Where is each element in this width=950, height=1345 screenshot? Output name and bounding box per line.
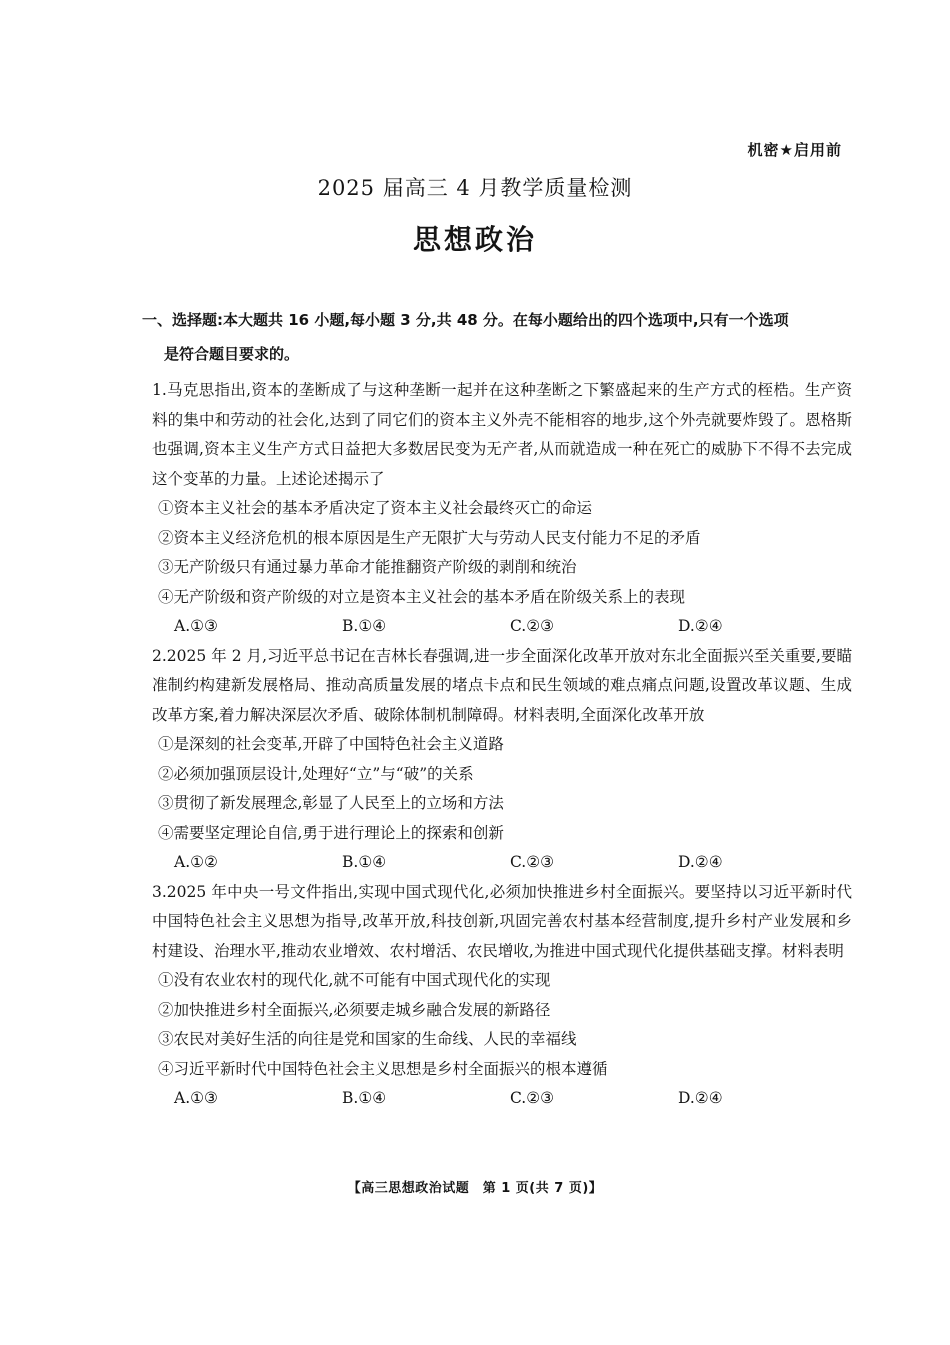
choice-b: B.①④ <box>342 1089 387 1107</box>
answer-choices <box>152 848 852 878</box>
question-1 <box>152 376 852 642</box>
statement-option: ②必须加强顶层设计,处理好“立”与“破”的关系 <box>158 764 474 783</box>
choice-d: D.②④ <box>678 853 723 871</box>
choice-a: A.①② <box>174 853 218 871</box>
statement-option: ①没有农业农村的现代化,就不可能有中国式现代化的实现 <box>158 971 551 989</box>
statement-option: ①是深刻的社会变革,开辟了中国特色社会主义道路 <box>158 735 504 753</box>
section-line-1: 一、选择题:本大题共 16 小题,每小题 3 分,共 48 分。在每小题给出的四个选项中,只有一个选项 <box>142 311 789 329</box>
question-list <box>152 376 852 1114</box>
statement-option: ④习近平新时代中国特色社会主义思想是乡村全面振兴的根本遵循 <box>158 1059 608 1078</box>
statement-option: ②资本主义经济危机的根本原因是生产无限扩大与劳动人民支付能力不足的矛盾 <box>158 528 701 547</box>
choice-a: A.①③ <box>174 617 218 635</box>
confidential-label: 机密★启用前 <box>747 141 842 159</box>
choice-a: A.①③ <box>174 1089 218 1107</box>
section-instructions <box>142 303 854 371</box>
page-footer: 【高三思想政治试题 第 1 页(共 7 页)】 <box>347 1181 603 1196</box>
statement-option: ④无产阶级和资产阶级的对立是资本主义社会的基本矛盾在阶级关系上的表现 <box>158 587 686 606</box>
statement-option: ④需要坚定理论自信,勇于进行理论上的探索和创新 <box>158 823 504 842</box>
question-stem: 1.马克思指出,资本的垄断成了与这种垄断一起并在这种垄断之下繁盛起来的生产方式的桎梏。生产资料的集中和劳动的社会化,达到了同它们的资本主义外壳不能相容的地步,这个外壳就要炸毁了。恩格斯也强调,资本主义生产方式日益把大多数居民变为无产者,从而就造成一种在死亡的威胁下不得不去完成这个变革的力量。上述论述揭示了 <box>152 381 852 488</box>
answer-choices <box>152 1084 852 1114</box>
exam-title: 2025 届高三 4 月教学质量检测 <box>317 176 633 200</box>
question-2 <box>152 642 852 878</box>
subject-title: 思想政治 <box>412 223 537 256</box>
section-line-2: 是符合题目要求的。 <box>164 345 300 363</box>
statement-option: ③贯彻了新发展理念,彰显了人民至上的立场和方法 <box>158 794 504 812</box>
choice-b: B.①④ <box>342 617 387 635</box>
statement-option: ②加快推进乡村全面振兴,必须要走城乡融合发展的新路径 <box>158 1000 551 1019</box>
choice-c: C.②③ <box>510 1089 555 1107</box>
choice-d: D.②④ <box>678 1089 723 1107</box>
choice-d: D.②④ <box>678 617 723 635</box>
choice-b: B.①④ <box>342 853 387 871</box>
answer-choices <box>152 612 852 642</box>
choice-c: C.②③ <box>510 853 555 871</box>
choice-c: C.②③ <box>510 617 555 635</box>
statement-option: ①资本主义社会的基本矛盾决定了资本主义社会最终灭亡的命运 <box>158 499 593 517</box>
question-stem: 3.2025 年中央一号文件指出,实现中国式现代化,必须加快推进乡村全面振兴。要坚持以习近平新时代中国特色社会主义思想为指导,改革开放,科技创新,巩固完善农村基本经营制度,提升乡村产业发展和乡村建设、治理水平,推动农业增效、农村增活、农民增收,为推进中国式现代化提供基础支撑。材料表明 <box>152 882 852 960</box>
statement-option: ③农民对美好生活的向往是党和国家的生命线、人民的幸福线 <box>158 1030 577 1048</box>
question-stem: 2.2025 年 2 月,习近平总书记在吉林长春强调,进一步全面深化改革开放对东北全面振兴至关重要,要瞄准制约构建新发展格局、推动高质量发展的堵点卡点和民生领域的难点痛点问题,设置改革议题、生成改革方案,着力解决深层次矛盾、破除体制机制障碍。材料表明,全面深化改革开放 <box>152 646 852 724</box>
statement-option: ③无产阶级只有通过暴力革命才能推翻资产阶级的剥削和统治 <box>158 558 577 576</box>
question-3 <box>152 878 852 1114</box>
